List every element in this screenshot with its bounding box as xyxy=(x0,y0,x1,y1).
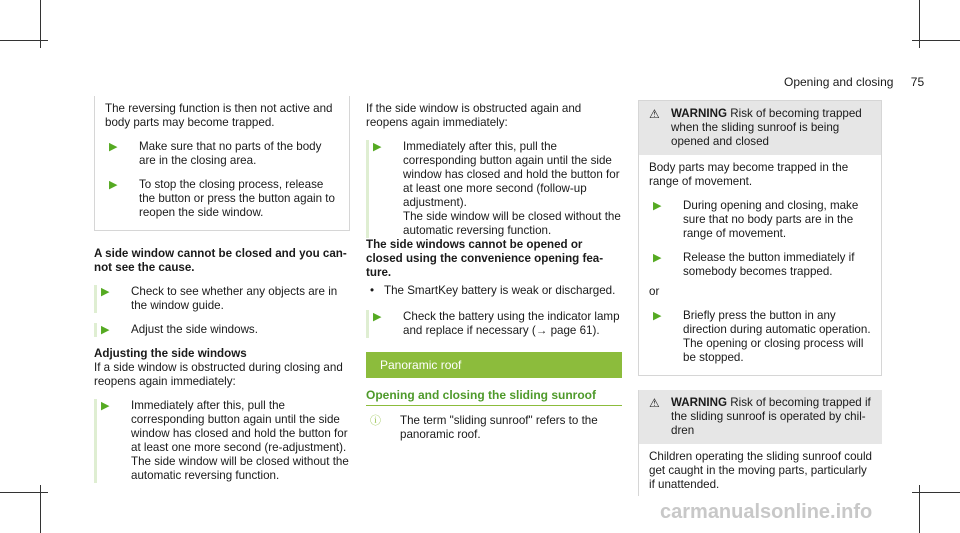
step: ▶ To stop the closing process, release the button or press the button again to reopen the side window. xyxy=(105,178,339,220)
play-arrow-icon: ▶ xyxy=(373,311,382,323)
warning-label: WARNING xyxy=(671,107,728,120)
page-number: 75 xyxy=(910,75,925,89)
paragraph: If the side window is obstructed again and reopens again immediately: xyxy=(366,102,582,129)
warning-body: Body parts may become trapped in the range of movement. xyxy=(649,161,849,188)
problem-heading: A side window cannot be closed and you cannot see the cause. xyxy=(94,247,347,274)
play-arrow-icon: ▶ xyxy=(101,286,110,298)
step: ▶ Make sure that no parts of the body are in the closing area. xyxy=(105,140,339,168)
step: ▶ Briefly press the button in any direction during automatic operation. The opening or closing process will be stopped. xyxy=(649,309,871,365)
crop-mark xyxy=(0,492,48,493)
bullet-item: • The SmartKey battery is weak or discharged. xyxy=(366,284,622,298)
play-arrow-icon: ▶ xyxy=(109,141,118,153)
crop-mark xyxy=(912,40,960,41)
crop-mark xyxy=(0,40,48,41)
warning-body: Children operating the sliding sunroof could get caught in the moving parts, particularly if unattended. xyxy=(649,450,872,491)
running-header xyxy=(784,75,924,89)
info-note: ⓘ The term "sliding sunroof" refers to the panoramic roof. xyxy=(366,414,622,442)
play-arrow-icon: ▶ xyxy=(109,179,118,191)
adjust-heading: Adjusting the side windows xyxy=(94,347,247,360)
play-arrow-icon: ▶ xyxy=(653,200,662,212)
paragraph: If a side window is obstructed during closing and reopens again immediately: xyxy=(94,361,343,388)
or-text: or xyxy=(649,285,660,298)
play-arrow-icon: ▶ xyxy=(101,400,110,412)
warning-header xyxy=(639,390,882,444)
step-result: The side window will be closed without the automatic reversing function. xyxy=(131,455,349,482)
warning-box-1 xyxy=(638,100,882,376)
crop-mark xyxy=(912,492,960,493)
play-arrow-icon: ▶ xyxy=(373,141,382,153)
info-icon: ⓘ xyxy=(370,415,381,427)
step-text: Immediately after this, pull the corresponding button again until the side window has closed and hold the button for at least one more second (follow-up adjustment). xyxy=(403,140,620,209)
section-name: Opening and closing xyxy=(784,75,894,89)
step: ▶ Release the button immediately if somebody becomes trapped. xyxy=(649,251,871,279)
step-text: Immediately after this, pull the corresponding button again until the side window has closed and hold the button for at least one more second (re-adjustment). xyxy=(131,399,348,454)
warning-box-2 xyxy=(638,390,882,496)
problem-heading: The side windows cannot be opened or closed using the convenience opening feature. xyxy=(366,238,604,279)
play-arrow-icon: ▶ xyxy=(653,310,662,322)
section-title: Panoramic roof xyxy=(366,352,622,378)
column-1 xyxy=(94,96,350,483)
warning-text: Risk of becoming trapped if the sliding sunroof is operated by children xyxy=(671,396,871,437)
step: ▶ Adjust the side windows. xyxy=(94,323,350,337)
step: ▶ Check to see whether any objects are in the window guide. xyxy=(94,285,350,313)
column-2 xyxy=(366,102,622,442)
warning-label: WARNING xyxy=(671,396,728,409)
bullet-icon: • xyxy=(370,284,375,297)
warning-triangle-icon: ⚠ xyxy=(649,396,660,410)
watermark: carmanualsonline.info xyxy=(660,501,873,523)
continued-warning-box xyxy=(94,96,350,231)
step-result: The side window will be closed without the automatic reversing function. xyxy=(403,210,621,237)
warning-header xyxy=(639,101,881,155)
warning-text: Risk of becoming trapped when the sliding sunroof is being opened and closed xyxy=(671,107,862,148)
column-3 xyxy=(638,100,882,496)
step: ▶ During opening and closing, make sure that no body parts are in the range of movement. xyxy=(649,199,871,241)
step xyxy=(94,399,350,483)
warning-triangle-icon: ⚠ xyxy=(649,107,660,121)
step xyxy=(366,140,622,238)
play-arrow-icon: ▶ xyxy=(653,252,662,264)
play-arrow-icon: ▶ xyxy=(101,324,110,336)
note-intro: The reversing function is then not active and body parts may become trapped. xyxy=(105,102,333,129)
subsection-title: Opening and closing the sliding sunroof xyxy=(366,388,622,406)
step: ▶ Check the battery using the indicator lamp and replace if necessary (→ page 61). xyxy=(366,310,622,338)
